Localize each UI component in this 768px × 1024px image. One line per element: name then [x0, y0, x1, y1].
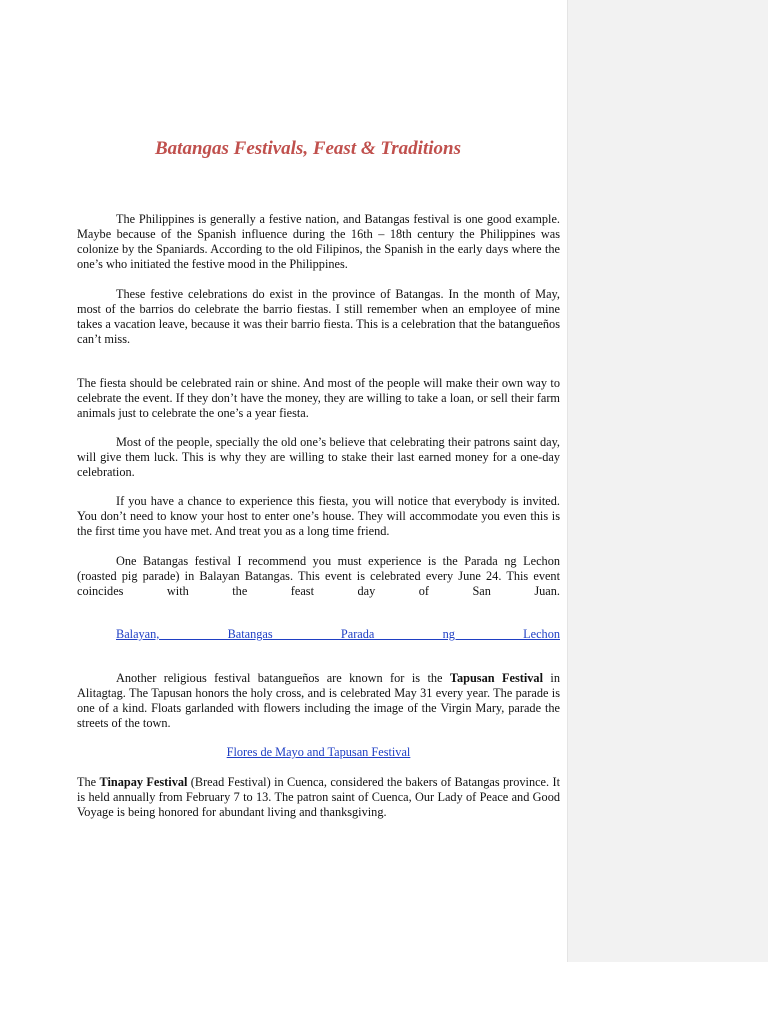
paragraph-beliefs: Most of the people, specially the old one’s believe that celebrating their patrons saint day, will give them luck. This is why they are willing to stake their last earned money for a one-day celebration.	[77, 435, 560, 479]
paragraph-tapusan	[77, 671, 560, 731]
paragraph-hospitality: If you have a chance to experience this fiesta, you will notice that everybody is invited. You don’t need to know your host to enter one’s house. They will accommodate you even this is the first time you have met. And treat you as a long time friend.	[77, 494, 560, 538]
comment-margin-pane	[567, 0, 768, 962]
document-title: Batangas Festivals, Feast & Traditions	[155, 138, 461, 159]
link-flores-de-mayo[interactable]: Flores de Mayo and Tapusan Festival	[226, 745, 411, 759]
paragraph-parada: One Batangas festival I recommend you must experience is the Parada ng Lechon (roasted pig parade) in Balayan Batangas. This event is celebrated every June 24. This event coincides with the feast day of San Juan.	[77, 554, 560, 598]
tapusan-text-before: Another religious festival batangueños are known for is the	[116, 671, 450, 685]
tapusan-festival-bold: Tapusan Festival	[449, 671, 543, 685]
paragraph-flores-link	[77, 745, 560, 760]
paragraph-balayan-link	[116, 627, 560, 642]
paragraph-fiesta: The fiesta should be celebrated rain or shine. And most of the people will make their own way to celebrate the event. If they don’t have the money, they are willing to take a loan, or sell their farm animals just to celebrate the one’s a year fiesta.	[77, 376, 560, 420]
paragraph-tinapay	[77, 775, 560, 820]
tinapay-text-before: The	[77, 775, 100, 789]
link-balayan-parada-ng-lechon[interactable]: Balayan, Batangas Parada ng Lechon	[116, 627, 560, 641]
tinapay-text-after: (Bread Festival) in Cuenca, considered the bakers of Batangas province. It is held annually from February 7 to 13. The patron saint of Cuenca, Our Lady of Peace and Good Voyage is being honored for abundant living and thanksgiving.	[77, 775, 560, 819]
tinapay-festival-bold: Tinapay Festival	[99, 775, 188, 789]
tapusan-text-after: in Alitagtag. The Tapusan honors the holy cross, and is celebrated May 31 every year. The parade is one of a kind. Floats garlanded with flowers including the image of the Virgin Mary, parade the streets of the town.	[77, 671, 560, 730]
paragraph-celebrations: These festive celebrations do exist in the province of Batangas. In the month of May, most of the barrios do celebrate the barrio fiestas. I still remember when an employee of mine takes a vacation leave, because it was their barrio fiesta. This is a celebration that the batangueños can’t miss.	[77, 287, 560, 346]
paragraph-intro: The Philippines is generally a festive nation, and Batangas festival is one good example. Maybe because of the Spanish influence during the 16th – 18th century the Philippines was colonize by the Spaniards. According to the old Filipinos, the Spanish in the early days where the one’s who initiated the festive mood in the Philippines.	[77, 212, 560, 271]
